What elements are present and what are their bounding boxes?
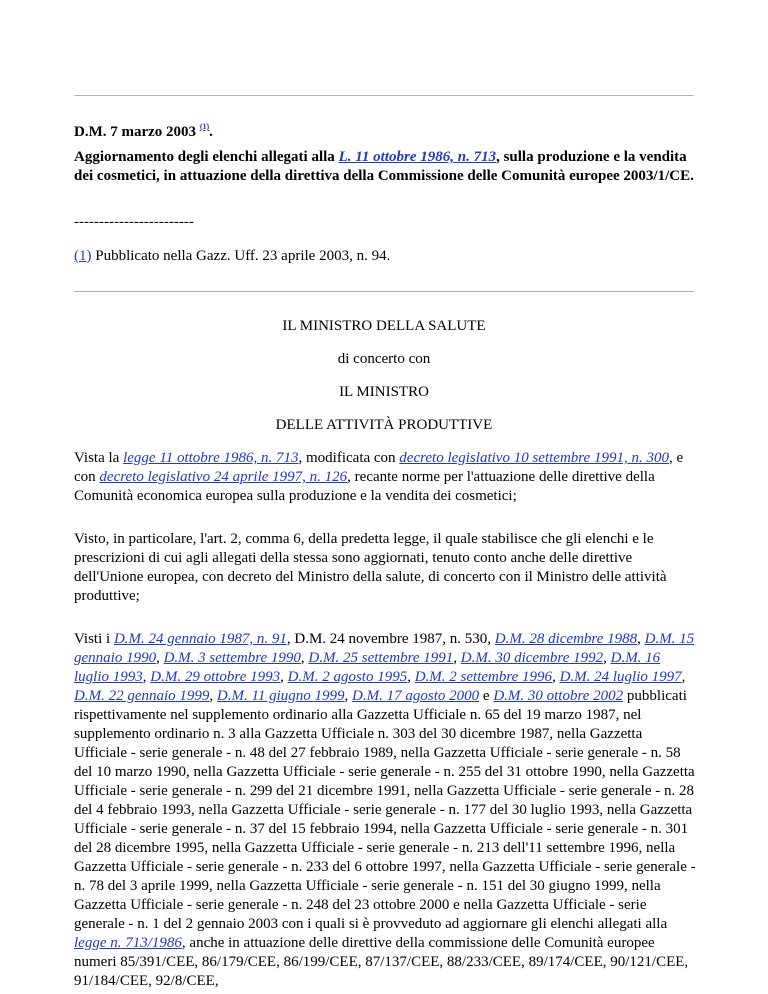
dm-link[interactable]: D.M. 24 luglio 1997 bbox=[559, 669, 682, 685]
heading-concert: di concerto con bbox=[337, 351, 431, 367]
decree-title bbox=[74, 117, 213, 142]
dm-link[interactable]: D.M. 16 luglio 1993 bbox=[74, 650, 661, 685]
footnote bbox=[74, 247, 390, 266]
p3-text-0: Visti i bbox=[74, 631, 114, 647]
dlgs-126-link[interactable]: decreto legislativo 24 aprile 1997, n. 126 bbox=[99, 469, 348, 485]
heading-minister-health: IL MINISTRO DELLA SALUTE bbox=[282, 318, 486, 334]
p3-sep: , bbox=[637, 631, 645, 647]
p3-sep: , bbox=[407, 669, 415, 685]
dm-link[interactable]: D.M. 2 settembre 1996 bbox=[414, 669, 553, 685]
paragraph-visto: Visto, in particolare, l'art. 2, comma 6, della predetta legge, il quale stabilisce che gli elenchi e le prescrizioni di cui agli allegati della stessa sono aggiornati, tenuto conto anche delle direttive dell'Unione europea, con decreto del Ministro della salute, di concerto con il Ministro delle attività produttive; bbox=[74, 531, 667, 604]
legge-713-link[interactable]: legge 11 ottobre 1986, n. 713 bbox=[123, 450, 299, 466]
paragraph-visti bbox=[74, 630, 696, 991]
p3-sep: , bbox=[209, 688, 217, 704]
legge-713-1986-link[interactable]: legge n. 713/1986 bbox=[74, 935, 182, 951]
dm-link[interactable]: D.M. 22 gennaio 1999 bbox=[74, 688, 210, 704]
dm-link[interactable]: D.M. 24 gennaio 1987, n. 91 bbox=[113, 631, 287, 647]
p1-text-2: , modificata con bbox=[298, 450, 400, 466]
p1-text-1: Vista la bbox=[74, 450, 124, 466]
middle-divider bbox=[74, 291, 694, 292]
p3-sep: , bbox=[280, 669, 288, 685]
dm-link[interactable]: D.M. 15 gennaio 1990 bbox=[74, 631, 695, 666]
p3-sep: , bbox=[300, 650, 309, 666]
p3-sep: , bbox=[552, 669, 560, 685]
p1-text-4: , recante norme per l'attuazione delle direttive della Comunità economica europea sulla produzione e la vendita dei cosmetici; bbox=[74, 469, 655, 504]
heading-minister: IL MINISTRO bbox=[339, 384, 429, 400]
p3-body-text: pubblicati rispettivamente nel supplemento ordinario alla Gazzetta Ufficiale n. 65 del 19 marzo 1987, nel supplemento ordinario n. 3 alla Gazzetta Ufficiale n. 303 del 30 dicembre 1987, nella Gazzetta Ufficiale - serie generale - n. 48 del 27 febbraio 1989, nella Gazzetta Ufficiale - serie generale - n. 58 del 10 marzo 1990, nella Gazzetta Ufficiale - serie generale - n. 255 del 31 ottobre 1990, nella Gazzetta Ufficiale - serie generale - n. 299 del 21 dicembre 1991, nella Gazzetta Ufficiale - serie generale - n. 28 del 4 febbraio 1993, nella Gazzetta Ufficiale - serie generale - n. 177 del 30 luglio 1993, nella Gazzetta Ufficiale - serie generale - n. 37 del 15 febbraio 1994, nella Gazzetta Ufficiale - serie generale - n. 301 del 28 dicembre 1995, nella Gazzetta Ufficiale - serie generale - n. 213 dell'11 settembre 1996, nella Gazzetta Ufficiale - serie generale - n. 233 del 6 ottobre 1997, nella Gazzetta Ufficiale - serie generale - n. 78 del 3 aprile 1999, nella Gazzetta Ufficiale - serie generale - n. 151 del 30 giugno 1999, nella Gazzetta Ufficiale - serie generale - n. 248 del 23 ottobre 2000 e nella Gazzetta Ufficiale - serie generale - n. 1 del 2 gennaio 2003 con i quali si è provveduto ad aggiornare gli elenchi allegati alla bbox=[74, 688, 696, 932]
dm-link[interactable]: D.M. 17 agosto 2000 bbox=[352, 688, 480, 704]
subject-text-2: , sulla produzione e la vendita dei cosmetici, in attuazione della direttiva della Commissione delle Comunità europee 2003/1/CE. bbox=[74, 149, 694, 184]
dm-link[interactable]: D.M. 28 dicembre 1988 bbox=[494, 631, 638, 647]
subject-text-1: Aggiornamento degli elenchi allegati alla bbox=[74, 149, 339, 165]
title-period: . bbox=[209, 124, 213, 140]
p1-text-3: , e con bbox=[74, 450, 684, 485]
p3-sep: , bbox=[142, 669, 151, 685]
p3-sep: , bbox=[603, 650, 611, 666]
p3-sep: , bbox=[156, 650, 164, 666]
dm-link[interactable]: D.M. 29 ottobre 1993 bbox=[150, 669, 281, 685]
p3-sep: , bbox=[681, 669, 686, 685]
separator-dashes: ------------------------ bbox=[74, 214, 194, 230]
decree-title-text: D.M. 7 marzo 2003 bbox=[74, 124, 197, 140]
title-footnote-link[interactable]: (1) bbox=[199, 122, 210, 131]
dm-link[interactable]: D.M. 2 agosto 1995 bbox=[287, 669, 408, 685]
dlgs-300-link[interactable]: decreto legislativo 10 settembre 1991, n. 300 bbox=[399, 450, 669, 466]
footnote-ref-link[interactable]: (1) bbox=[74, 248, 92, 264]
p3-tail-text: , anche in attuazione delle direttive della commissione delle Comunità europee numeri 85/391/CEE, 86/179/CEE, 86/199/CEE, 87/137/CEE, 88/233/CEE, 89/174/CEE, 90/121/CEE, 91/184/CEE, 92/8/CEE, bbox=[74, 935, 689, 989]
p3-text-after0: , D.M. 24 novembre 1987, n. 530, bbox=[286, 631, 495, 647]
paragraph-vista bbox=[74, 449, 696, 506]
decree-subject bbox=[74, 148, 696, 186]
dm-link[interactable]: D.M. 30 ottobre 2002 bbox=[493, 688, 624, 704]
heading-productive-activities: DELLE ATTIVITÀ PRODUTTIVE bbox=[275, 417, 493, 433]
dm-link[interactable]: D.M. 30 dicembre 1992 bbox=[460, 650, 604, 666]
law-713-link[interactable]: L. 11 ottobre 1986, n. 713 bbox=[338, 149, 497, 165]
top-divider bbox=[74, 95, 694, 96]
dm-link[interactable]: D.M. 3 settembre 1990 bbox=[163, 650, 301, 666]
p3-and: e bbox=[479, 688, 494, 704]
p3-sep: , bbox=[344, 688, 353, 704]
dm-link[interactable]: D.M. 25 settembre 1991 bbox=[308, 650, 454, 666]
p3-sep: , bbox=[453, 650, 461, 666]
footnote-text: Pubblicato nella Gazz. Uff. 23 aprile 2003, n. 94. bbox=[91, 248, 391, 264]
dm-link[interactable]: D.M. 11 giugno 1999 bbox=[216, 688, 345, 704]
